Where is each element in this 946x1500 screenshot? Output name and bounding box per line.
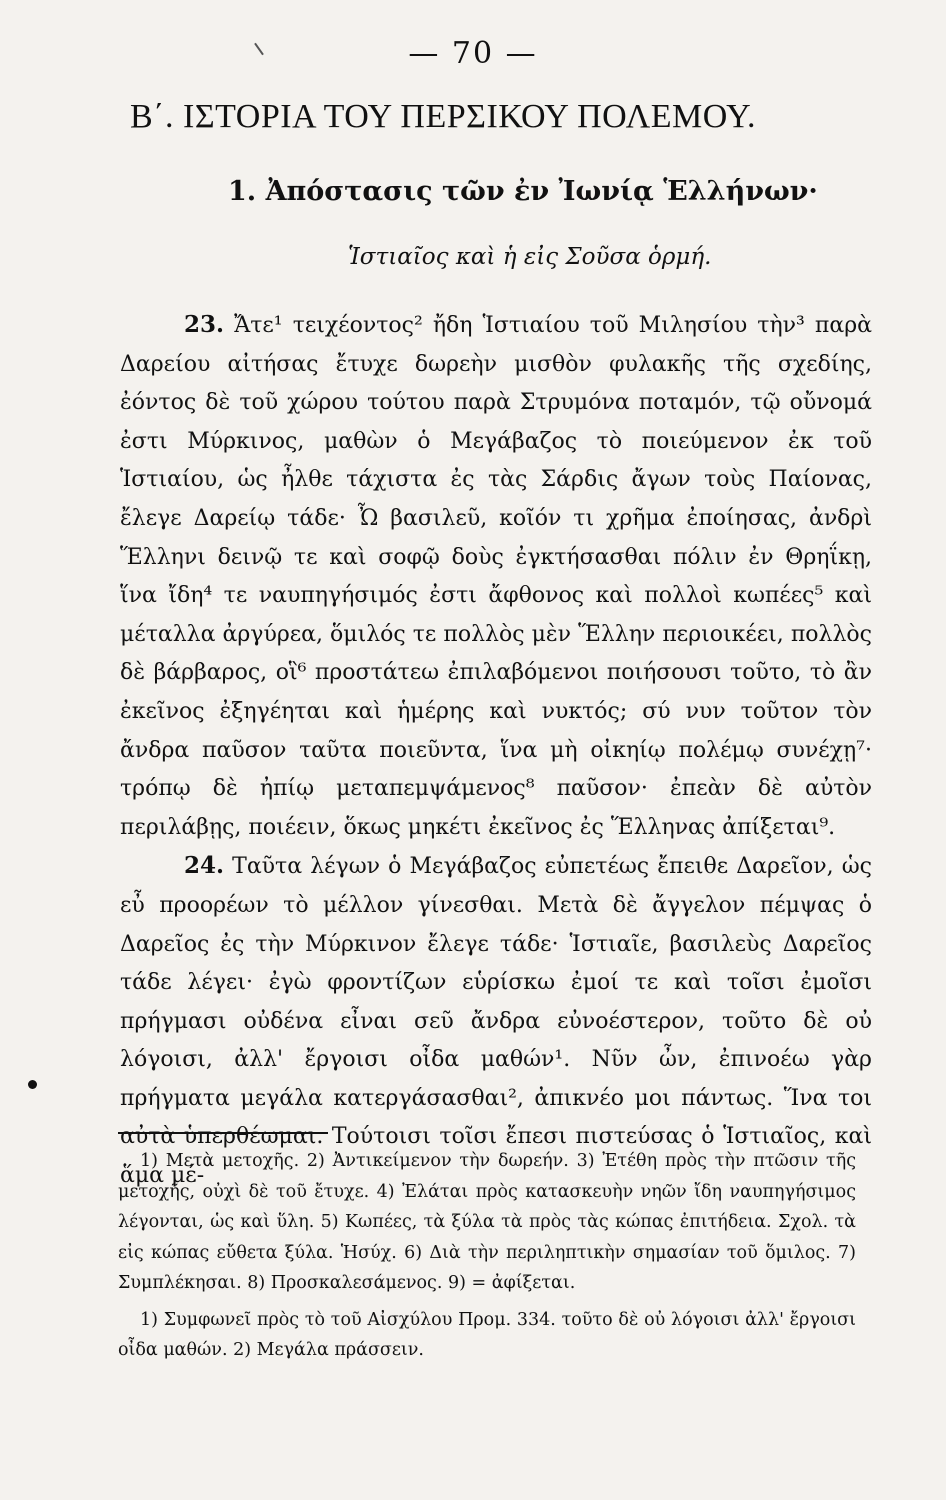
footnote-block-2: 1) Συμφωνεῖ πρὸς τὸ τοῦ Αἰσχύλου Προμ. 334. τοῦτο δὲ οὐ λόγοισι ἀλλ' ἔργοισι οἶδα μαθών. 2) Μεγάλα πράσσειν.: [118, 1309, 856, 1360]
paragraph-number: 24.: [184, 852, 225, 880]
footnote-block-1: 1) Μετὰ μετοχῆς. 2) Ἀντικείμενον τὴν δωρεήν. 3) Ἐτέθη πρὸς τὴν πτῶσιν τῆς μετοχῆς, οὐχὶ δὲ τοῦ ἔτυχε. 4) Ἐλάται πρὸς κατασκευὴν νηῶν ἴδη ναυπηγήσιμος λέγονται, ὡς καὶ ὕλη. 5) Κωπέες, τὰ ξύλα τὰ πρὸς τὰς κώπας ἐπιτήδεια. Σχολ. τὰ εἰς κώπας εὔθετα ξύλα. Ἡσύχ. 6) Διὰ τὴν περιληπτικὴν σημασίαν τοῦ ὅμιλος. 7) Συμπλέκησαι. 8) Προσκαλεσάμενος. 9) = ἀφίξεται.: [118, 1151, 856, 1293]
chapter-title: Β΄. ΙΣΤΟΡΙΑ ΤΟΥ ΠΕΡΣΙΚΟΥ ΠΟΛΕΜΟΥ.: [130, 98, 756, 135]
section-title: 1. Ἀπόστασις τῶν ἐν Ἰωνίᾳ Ἑλλήνων·: [228, 176, 818, 207]
footnote-divider: [118, 1132, 328, 1134]
margin-dot-mark: [28, 1080, 37, 1089]
paragraph-23: [120, 306, 872, 847]
paragraph-number: 23.: [184, 311, 225, 338]
paragraph-24: [120, 847, 872, 1195]
section-subtitle: Ἱστιαῖος καὶ ἡ εἰς Σοῦσα ὁρμή.: [348, 244, 712, 270]
main-text: [120, 306, 872, 1196]
paragraph-text: Ἄτε¹ τειχέοντος² ἤδη Ἱστιαίου τοῦ Μιλησίου τὴν³ παρὰ Δαρείου αἰτήσας ἔτυχε δωρεὴν μισθὸν φυλακῆς τῆς σχεδίης, ἐόντος δὲ τοῦ χώρου τούτου παρὰ Στρυμόνα ποταμόν, τῷ οὔνομά ἐστι Μύρκινος, μαθὼν ὁ Μεγάβαζος τὸ ποιεύμενον ἐκ τοῦ Ἱστιαίου, ὡς ἦλθε τάχιστα ἐς τὰς Σάρδις ἄγων τοὺς Παίονας, ἔλεγε Δαρείῳ τάδε· Ὦ βασιλεῦ, κοῖόν τι χρῆμα ἐποίησας, ἀνδρὶ Ἕλληνι δεινῷ τε καὶ σοφῷ δοὺς ἐγκτήσασθαι πόλιν ἐν Θρηΐκῃ, ἵνα ἴδη⁴ τε ναυπηγήσιμός ἐστι ἄφθονος καὶ πολλοὶ κωπέες⁵ καὶ μέταλλα ἀργύρεα, ὅμιλός τε πολλὸς μὲν Ἕλλην περιοικέει, πολλὸς δὲ βάρβαρος, οἳ⁶ προστάτεω ἐπιλαβόμενοι ποιήσουσι τοῦτο, τὸ ἂν ἐκεῖνος ἐξηγέηται καὶ ἡμέρης καὶ νυκτός; σύ νυν τοῦτον τὸν ἄνδρα παῦσον ταῦτα ποιεῦντα, ἵνα μὴ οἰκηίῳ πολέμῳ συνέχῃ⁷· τρόπῳ δὲ ἠπίῳ μεταπεμψάμενος⁸ παῦσον· ἐπεὰν δὲ αὐτὸν περιλάβῃς, ποιέειν, ὅκως μηκέτι ἐκεῖνος ἐς Ἕλληνας ἀπίξεται⁹.: [120, 313, 872, 840]
page-number: — 70 —: [408, 36, 538, 71]
footnotes: [118, 1146, 856, 1366]
paragraph-text: Ταῦτα λέγων ὁ Μεγάβαζος εὐπετέως ἔπειθε Δαρεῖον, ὡς εὖ προορέων τὸ μέλλον γίνεσθαι. Μετὰ δὲ ἄγγελον πέμψας ὁ Δαρεῖος ἐς τὴν Μύρκινον ἔλεγε τάδε· Ἱστιαῖε, βασιλεὺς Δαρεῖος τάδε λέγει· ἐγὼ φροντίζων εὑρίσκω ἐμοί τε καὶ τοῖσι ἐμοῖσι πρήγμασι οὐδένα εἶναι σεῦ ἄνδρα εὐνοέστερον, τοῦτο δὲ οὐ λόγοισι, ἀλλ' ἔργοισι οἶδα μαθών¹. Νῦν ὦν, ἐπινοέω γὰρ πρήγματα μεγάλα κατεργάσασθαι², ἀπικνέο μοι πάντως. Ἵνα τοι αὐτὰ ὑπερθέωμαι. Τούτοισι τοῖσι ἔπεσι πιστεύσας ὁ Ἱστιαῖος, καὶ ἅμα μέ-: [120, 854, 873, 1189]
